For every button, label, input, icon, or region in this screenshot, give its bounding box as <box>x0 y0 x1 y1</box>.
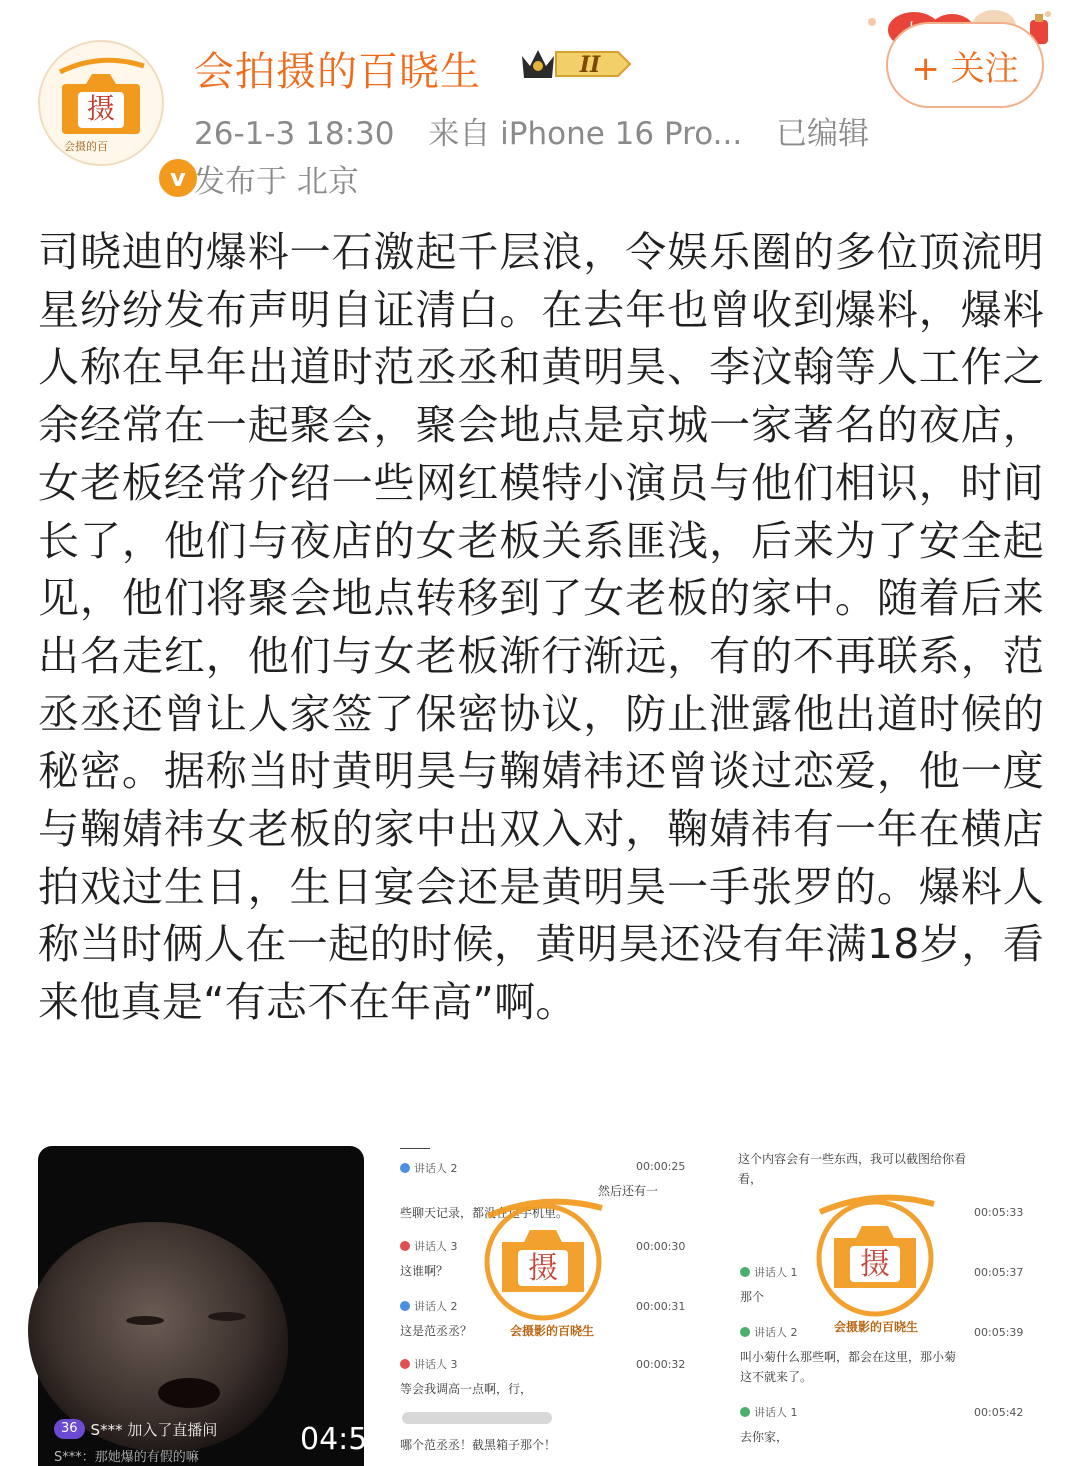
transcript-line: 等会我调高一点啊，行， <box>400 1382 533 1396</box>
timestamp: 00:05:42 <box>974 1406 1024 1419</box>
transcript-line: 哪个范丞丞！截黑箱子那个！ <box>400 1438 557 1452</box>
transcript-line: 叫小菊什么那些啊，都会在这里，那小菊 <box>740 1350 957 1364</box>
timestamp: 00:05:33 <box>974 1206 1024 1219</box>
watermark-logo-icon <box>468 1186 618 1336</box>
svg-text:摄: 摄 <box>86 92 116 125</box>
post-source[interactable]: 来自 iPhone 16 Pro... <box>428 116 743 152</box>
crown-level-badge-icon <box>518 42 632 86</box>
speaker-label: 讲话人 2 <box>400 1298 458 1314</box>
post-body: 司晓迪的爆料一石激起千层浪，令娱乐圈的多位顶流明星纷纷发布声明自证清白。在去年也曾收到爆料，爆料人称在早年出道时范丞丞和黄明昊、李汶翰等人工作之余经常在一起聚会，聚会地点是京城一家著名的夜店，女老板经常介绍一些网红模特小演员与他们相识，时间长了，他们与夜店的女老板关系匪浅，后来为了安全起见，他们将聚会地点转移到了女老板的家中。随着后来出名走红，他们与女老板渐行渐远，有的不再联系，范丞丞还曾让人家签了保密协议，防止泄露他出道时候的秘密。据称当时黄明昊与鞠婧祎还曾谈过恋爱，他一度与鞠婧祎女老板的家中出双入对，鞠婧祎有一年在横店拍戏过生日，生日宴会还是黄明昊一手张罗的。爆料人称当时俩人在一起的时候，黄明昊还没有年满18岁，看来他真是“有志不在年高”啊。 <box>38 228 1044 1027</box>
watermark-text: 会摄影的百晓生 <box>510 1324 595 1338</box>
svg-text:摄: 摄 <box>528 1251 558 1286</box>
follow-button[interactable]: + 关注 <box>886 22 1044 108</box>
speaker-label: 讲话人 3 <box>400 1356 458 1372</box>
transcript-line: 看， <box>738 1172 763 1186</box>
level-badge: II <box>579 52 601 78</box>
post-meta <box>194 108 893 153</box>
video-timecode: 04:55 <box>300 1422 387 1457</box>
transcript-line: 这是范丞丞？ <box>400 1324 473 1338</box>
transcript-line: 些聊天记录，都没在这手机里。 <box>400 1206 569 1220</box>
redaction-bar <box>402 1412 552 1424</box>
transcript-line: 然后还有一 <box>598 1184 659 1198</box>
live-join-text: S*** 加入了直播间 <box>90 1420 218 1439</box>
divider <box>400 1148 430 1149</box>
avatar-caption: 会摄的百 <box>64 140 108 153</box>
speaker-label: 讲话人 2 <box>740 1324 798 1340</box>
post-image-transcript-1[interactable] <box>390 1146 716 1466</box>
post-image-transcript-2[interactable] <box>716 1146 1042 1466</box>
speaker-label: 讲话人 1 <box>740 1404 798 1420</box>
timestamp: 00:05:37 <box>974 1266 1024 1279</box>
speaker-label: 讲话人 1 <box>740 1264 798 1280</box>
transcript-line: 这个内容会有一些东西，我可以截图给你看 <box>738 1152 967 1166</box>
live-count-badge: 36 <box>54 1419 85 1439</box>
eye-shape <box>126 1316 164 1325</box>
timestamp: 00:00:30 <box>636 1240 686 1253</box>
speaker-label: 讲话人 2 <box>400 1160 458 1176</box>
timestamp: 00:00:31 <box>636 1300 686 1313</box>
avatar[interactable] <box>38 40 186 192</box>
watermark-text: 会摄影的百晓生 <box>834 1320 919 1334</box>
post-time: 26-1-3 18:30 <box>194 116 395 152</box>
speaker-label: 讲话人 3 <box>400 1238 458 1254</box>
mouth-shape <box>158 1378 220 1408</box>
verified-badge-icon: v <box>156 156 200 200</box>
timestamp: 00:05:39 <box>974 1326 1024 1339</box>
timestamp: 00:00:25 <box>636 1160 686 1173</box>
eye-shape <box>208 1312 246 1321</box>
watermark-logo-icon <box>800 1182 950 1332</box>
edited-label[interactable]: 已编辑 <box>776 116 870 152</box>
post-image-video[interactable] <box>38 1146 387 1466</box>
username[interactable]: 会拍摄的百晓生 <box>194 49 481 95</box>
timestamp: 00:00:32 <box>636 1358 686 1371</box>
transcript-line: 这谁啊？ <box>400 1264 449 1278</box>
svg-text:摄: 摄 <box>860 1247 890 1282</box>
live-join-row <box>54 1416 217 1442</box>
live-comment: S***：那她爆的有假的嘛 <box>54 1450 199 1465</box>
transcript-line: 这不就来了。 <box>740 1370 813 1384</box>
post-location: 发布于 北京 <box>194 164 359 200</box>
transcript-line: 去你家， <box>740 1430 789 1444</box>
transcript-line: 那个 <box>740 1290 765 1304</box>
